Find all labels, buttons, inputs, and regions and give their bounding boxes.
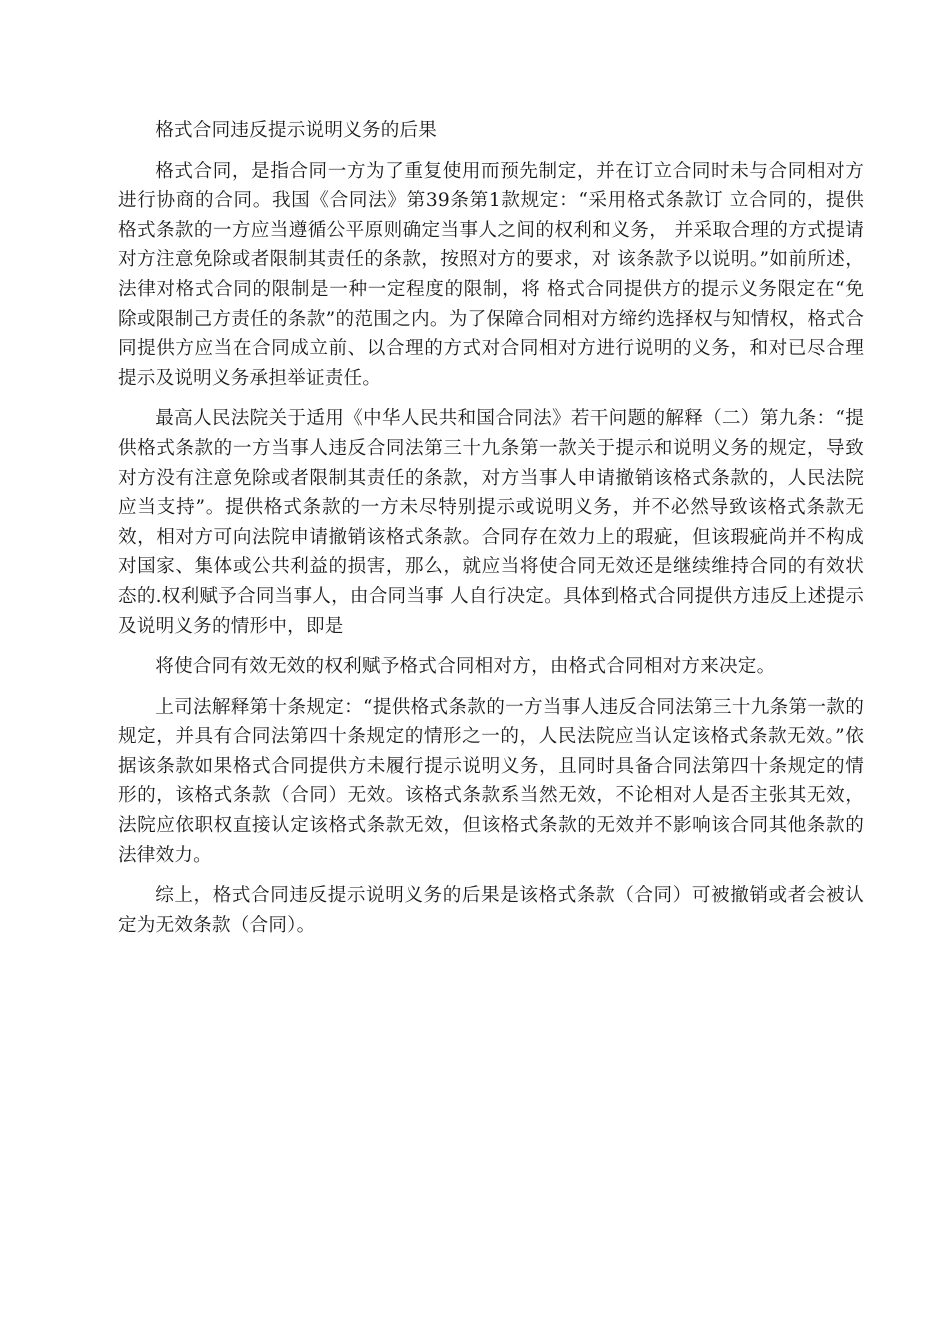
paragraph-conclusion: 综上，格式合同违反提示说明义务的后果是该格式条款（合同）可被撤销或者会被认定为无效条款（合同）。 [118, 885, 864, 936]
document-title: 格式合同违反提示说明义务的后果 [155, 120, 438, 141]
paragraph-definition: 格式合同，是指合同一方为了重复使用而预先制定，并在订立合同时未与合同相对方进行协商的合同。我国《合同法》第39条第1款规定：“采用格式条款订 立合同的，提供格式条款的一方应当遵循公平原则确定当事人之间的权利和义务， 并采取合理的方式提请对方注意免除或者限制其责任的条款，按照对方的要求，对 该条款予以说明。”如前所述，法律对格式合同的限制是一种一定程度的限制，将 格式合同提供方的提示义务限定在“免除或限制己方责任的条款”的范围之内。为了保障合同相对方缔约选择权与知情权，格式合同提供方应当在合同成立前、以合理的方式对合同相对方进行说明的义务，和对已尽合理提示及说明义务承担举证责任。 [118, 160, 864, 389]
paragraph-judicial-interpretation-article-10: 上司法解释第十条规定：“提供格式条款的一方当事人违反合同法第三十九条第一款的规定，并具有合同法第四十条规定的情形之一的，人民法院应当认定该格式条款无效。”依据该条款如果格式合同提供方未履行提示说明义务，且同时具备合同法第四十条规定的情形的，该格式条款（合同）无效。该格式条款系当然无效，不论相对人是否主张其无效，法院应依职权直接认定该格式条款无效，但该格式条款的无效并不影响该合同其他条款的法律效力。 [118, 696, 864, 866]
paragraph-judicial-interpretation-article-9: 最高人民法院关于适用《中华人民共和国合同法》若干问题的解释（二）第九条：“提供格式条款的一方当事人违反合同法第三十九条第一款关于提示和说明义务的规定，导致对方没有注意免除或者限制其责任的条款，对方当事人申请撤销该格式条款的，人民法院应当支持”。提供格式条款的一方未尽特别提示或说明义务，并不必然导致该格式条款无效，相对方可向法院申请撤销该格式条款。合同存在效力上的瑕疵，但该瑕疵尚并不构成对国家、集体或公共利益的损害，那么，就应当将使合同无效还是继续维持合同的有效状态的.权利赋予合同当事人，由合同当事 人自行决定。具体到格式合同提供方违反上述提示及说明义务的情形中，即是 [118, 408, 864, 637]
paragraph-continuation: 将使合同有效无效的权利赋予格式合同相对方，由格式合同相对方来决定。 [155, 656, 776, 678]
document-body [118, 116, 864, 951]
